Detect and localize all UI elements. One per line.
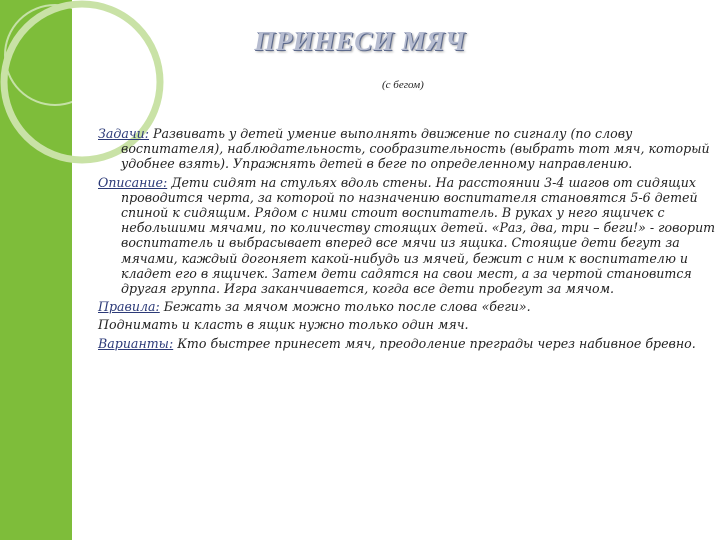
variants-label: Варианты: [98,335,174,351]
rules-text: Бежать за мячом можно только после слова «беги». [159,299,531,315]
description-label: Описание: [98,174,168,190]
slide-title: ПРИНЕСИ МЯЧ [254,26,466,56]
variants-paragraph [98,336,720,351]
tasks-label: Задачи: [98,126,150,141]
description-paragraph [98,175,720,297]
rules-paragraph [98,299,720,314]
description-text: Дети сидят на стульях вдоль стены. На расстоянии 3-4 шагов от сидящих проводится черта, за которой по назначению воспитателя становятся 5-6 детей спиной к сидящим. Рядом с ними стоит воспитатель. В руках у него ящичек с небольшими мячами, по количеству стоящих детей. «Раз, два, три – беги!» - говорит воспитатель и выбрасывает вперед все мячи из ящика. Стоящие дети бегут за мячами, каждый догоняет какой-нибудь из мячей, бежит с ним к воспитателю и кладет его в ящичек. Затем дети садятся на свои мест, а за чертой становится другая группа. Игра заканчивается, когда все дети пробегут за мячом. [121,174,716,297]
rules-extra-line: Поднимать и класть в ящик нужно только один мяч. [98,317,469,333]
slide-body [98,126,720,354]
rules-label: Правила: [98,299,160,315]
tasks-paragraph [98,126,720,172]
tasks-text: Развивать у детей умение выполнять движение по сигналу (по слову воспитателя), наблюдательность, сообразительность (выбрать тот мяч, который удобнее взять). Упражнять детей в беге по определенному направлению. [121,126,710,172]
variants-text: Кто быстрее принесет мяч, преодоление преграды через набивное бревно. [173,335,696,351]
slide-subtitle: (с бегом) [382,79,424,91]
